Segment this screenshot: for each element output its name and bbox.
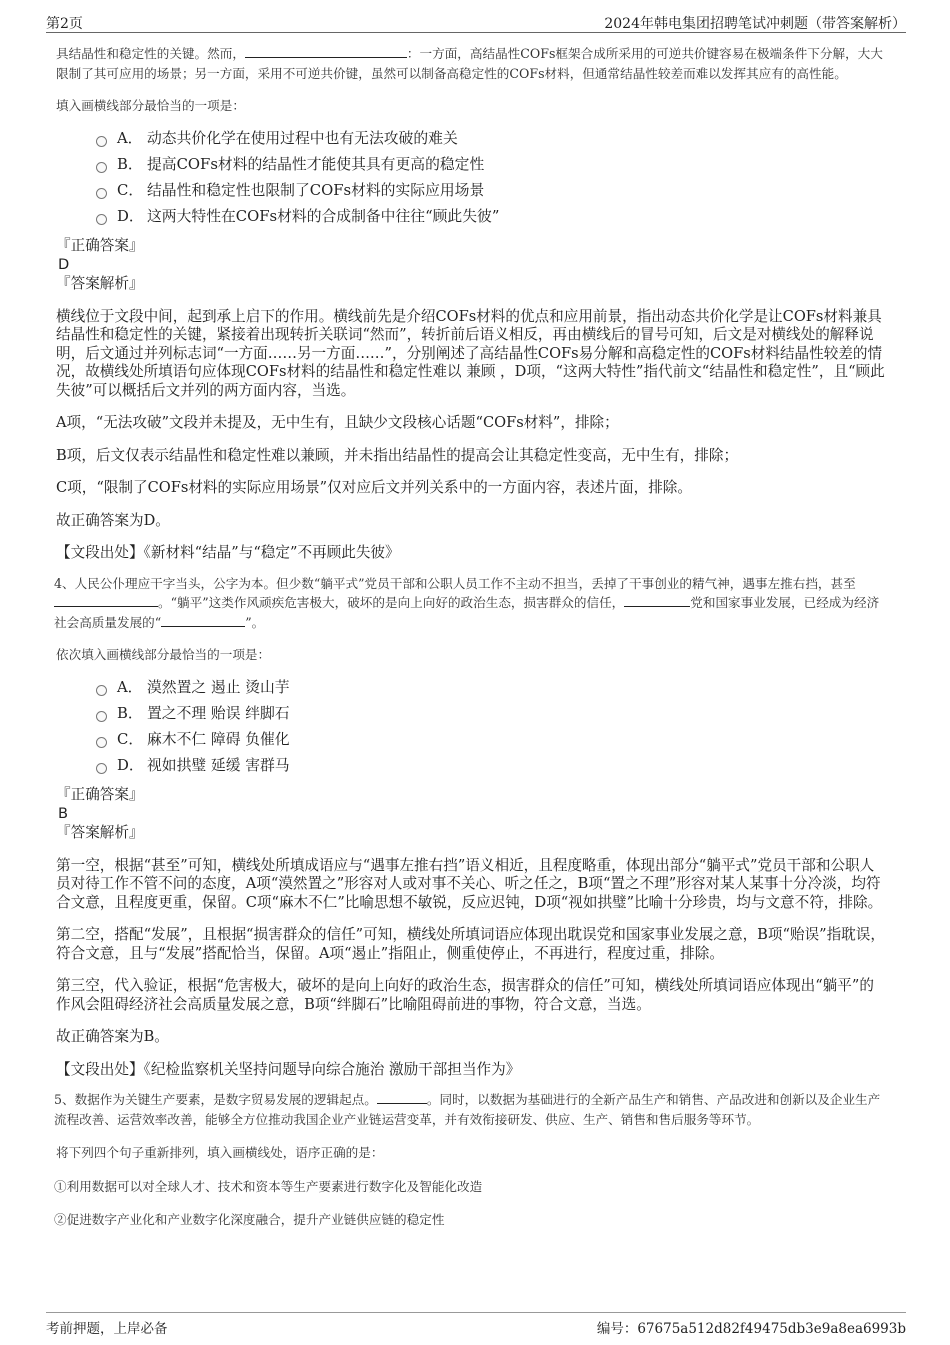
- q4-analysis-label: 『答案解析』: [56, 823, 144, 841]
- q3-analysis-label: 『答案解析』: [56, 274, 144, 292]
- q4-blank-2: [624, 593, 690, 607]
- q3-analysis-a: A项，“无法攻破”文段并未提及，无中生有，且缺少文段核心话题“COFs材料”，排除；: [56, 414, 619, 431]
- q4-answer: B: [58, 804, 69, 822]
- q4-option-b[interactable]: B． 置之不理 贻误 绊脚石: [96, 701, 886, 727]
- radio-icon[interactable]: [96, 214, 107, 225]
- document-title: 2024年韩电集团招聘笔试冲刺题（带答案解析）: [604, 16, 906, 32]
- radio-icon[interactable]: [96, 711, 107, 722]
- q3-source: 【文段出处】《新材料“结晶”与“稳定”不再顾此失彼》: [56, 544, 400, 561]
- footer-slogan: 考前押题，上岸必备: [46, 1321, 168, 1337]
- page-content: [56, 44, 886, 1230]
- q3-option-a[interactable]: A． 动态共价化学在使用过程中也有无法攻破的难关: [96, 126, 886, 152]
- q3-passage: 具结晶性和稳定性的关键。然而， ：一方面，高结晶性COFs框架合成所采用的可逆共价键容易在极端条件下分解，大大限制了其可应用的场景；另一方面，采用不可逆共价键，虽然可以制备高稳定性的COFs材料，但通常结晶性较差而难以发挥其应有的高性能。: [56, 46, 883, 81]
- radio-icon[interactable]: [96, 188, 107, 199]
- q4-source: 【文段出处】《纪检监察机关坚持问题导向综合施治 激励干部担当作为》: [56, 1060, 521, 1078]
- q4-prompt: 依次填入画横线部分最恰当的一项是：: [56, 647, 271, 662]
- q3-option-c[interactable]: C． 结晶性和稳定性也限制了COFs材料的实际应用场景: [96, 178, 886, 204]
- q4-option-a[interactable]: A． 漠然置之 遏止 烫山芋: [96, 675, 886, 701]
- q5-item-1: ①利用数据可以对全球人才、技术和资本等生产要素进行数字化及智能化改造: [54, 1178, 483, 1194]
- q4-analysis-conclusion: 故正确答案为B。: [56, 1028, 169, 1045]
- q4-option-c[interactable]: C． 麻木不仁 障碍 负催化: [96, 727, 886, 753]
- q3-analysis-b: B项，后文仅表示结晶性和稳定性难以兼顾，并未指出结晶性的提高会让其稳定性变高，无中生有，排除；: [56, 446, 739, 464]
- q3-option-d[interactable]: D． 这两大特性在COFs材料的合成制备中往往“顾此失彼”: [96, 204, 886, 230]
- page-header: [46, 10, 906, 33]
- q4-analysis-blank1: 第一空，根据“甚至”可知，横线处所填成语应与“遇事左推右挡”语义相近，且程度略重，体现出部分“躺平式”党员干部和公职人员对待工作不管不问的态度，A项“漠然置之”形容对人或对事不关心、听之任之，B项“置之不理”形容对某人某事十分冷淡，均符合文意，且程度更重，保留。C项“麻木不仁”比喻思想不敏锐，反应迟钝，D项“视如拱璧”比喻十分珍贵，均与文意不符，排除。: [56, 856, 883, 911]
- q3-analysis-c: C项，“限制了COFs材料的实际应用场景”仅对应后文并列关系中的一方面内容，表述片面，排除。: [56, 479, 692, 496]
- radio-icon[interactable]: [96, 162, 107, 173]
- radio-icon[interactable]: [96, 737, 107, 748]
- q3-options: [96, 126, 886, 230]
- q5-passage: 5、数据作为关键生产要素，是数字贸易发展的逻辑起点。 。同时，以数据为基础进行的全新产品生产和销售、产品改进和创新以及企业生产流程改善、运营效率改善，能够全方位推动我国企业产业链运营变革，并有效衔接研发、供应、生产、销售和售后服务等环节。: [54, 1092, 881, 1127]
- q3-prompt: 填入画横线部分最恰当的一项是：: [56, 98, 245, 113]
- q4-analysis-blank3: 第三空，代入验证，根据“危害极大，破坏的是向上向好的政治生态，损害群众的信任”可知，横线处所填词语应体现出“躺平”的作风会阻碍经济社会高质量发展之意，B项“绊脚石”比喻阻碍前进的事物，符合文意，当选。: [56, 977, 874, 1013]
- document-id: 编号：67675a512d82f49475db3e9a8ea6993b: [596, 1321, 906, 1337]
- q3-blank: [245, 44, 407, 58]
- q3-analysis-main: 横线位于文段中间，起到承上启下的作用。横线前先是介绍COFs材料的优点和应用前景，指出动态共价化学是让COFs材料兼具结晶性和稳定性的关键，紧接着出现转折关联词“然而”，转折前后语义相反，再由横线后的冒号可知，后文是对横线处的解释说明，后文通过并列标志词“一方面……另一方面……”，分别阐述了高结晶性COFs易分解和高稳定性的COFs材料结晶性较差的情况，故横线处所填语句应体现COFs材料的结晶性和稳定性难以 兼顾 ，D项，“这两大特性”指代前文“结晶性和稳定性”，且“顾此失彼”可以概括后文并列的两方面内容，当选。: [56, 307, 885, 399]
- q3-option-b[interactable]: B． 提高COFs材料的结晶性才能使其具有更高的稳定性: [96, 152, 886, 178]
- radio-icon[interactable]: [96, 685, 107, 696]
- q4-passage: 4、人民公仆理应干字当头，公字为本。但少数“躺平式”党员干部和公职人员工作不主动不担当，丢掉了干事创业的精气神，遇事左推右挡，甚至。“躺平”这类作风顽疾危害极大，破坏的是向上向好的政治生态，损害群众的信任， 党和国家事业发展，已经成为经济社会高质量发展的“ ”。: [54, 575, 880, 630]
- q4-blank-3: [161, 613, 245, 627]
- page-footer: [46, 1312, 906, 1335]
- q3-analysis-conclusion: 故正确答案为D。: [56, 511, 170, 529]
- q4-analysis-blank2: 第二空，搭配“发展”，且根据“损害群众的信任”可知，横线处所填词语应体现出耽误党和国家事业发展之意，B项“贻误”指耽误，符合文意，且与“发展”搭配恰当，保留。A项“遏止”指阻止，侧重使停止，不再进行，程度过重，排除。: [56, 926, 885, 962]
- q5-prompt: 将下列四个句子重新排列，填入画横线处，语序正确的是：: [56, 1145, 384, 1160]
- q5-item-2: ②促进数字产业化和产业数字化深度融合，提升产业链供应链的稳定性: [54, 1212, 445, 1227]
- radio-icon[interactable]: [96, 763, 107, 774]
- page-number: 第2页: [46, 16, 83, 32]
- q5-blank: [377, 1090, 427, 1104]
- q3-answer: D: [58, 255, 70, 273]
- q3-answer-label: 『正确答案』: [56, 236, 144, 254]
- q4-answer-label: 『正确答案』: [56, 785, 144, 803]
- q4-options: [96, 675, 886, 779]
- radio-icon[interactable]: [96, 136, 107, 147]
- q4-blank-1: [54, 593, 158, 607]
- q4-option-d[interactable]: D． 视如拱璧 延缓 害群马: [96, 753, 886, 779]
